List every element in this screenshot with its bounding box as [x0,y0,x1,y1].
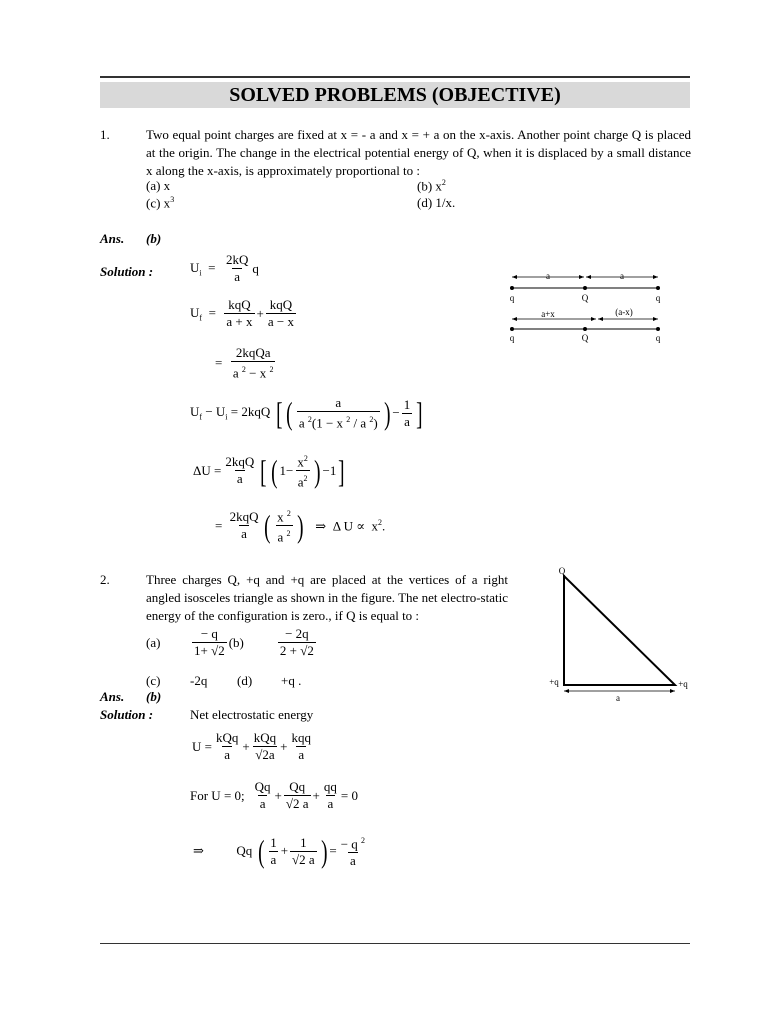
q1-option-a: (a) x [146,178,171,193]
q2-solution-label: Solution : [100,707,154,722]
eq-ui: $U_i$ = $\frac{2kQ}{a}$ q [190,252,259,284]
q1-ans-label: Ans. [100,231,125,246]
q2-option-d-value: +q . [281,673,302,688]
q2-option-c-value: -2q [190,673,208,688]
eq-delta-u-3: = $\frac{\text{2kqQ}}{a}$ ( $\frac{x ^2}{a ^2}$ ) ⇒ Δ $U \propto x^2$. [215,507,386,545]
eq-q-solution: ⇒ Qq ( $\frac{1}{a}$ + $\frac{1}{√2 a}$ ) = $\frac{- q ^2}{a}$ [193,833,366,870]
q1-number: 1. [100,127,110,142]
q2-triangle-diagram [540,564,695,706]
q1-option-d: (d) 1/x. [417,195,456,210]
diagram-charge-Q: Q [581,293,589,303]
diagram-label-a-plus-x: a+x [541,309,555,319]
eq-delta-u-2: ΔU = $\frac{\text{2kqQ}}{a}$ [ ( 1− $\frac{x^2}{a^2}$ ) −1 ] [193,452,345,490]
eq-uf-simplified: = $\frac{\text{2kqQa}}{a ^2 - x ^2}$ [215,345,274,381]
diagram-charge-q-right: q [655,293,661,303]
diagram-charge-q-left: q [509,293,515,303]
diagram-label-a1: a [546,271,550,281]
q2-option-c: (c) [146,673,161,688]
q1-option-b: (b) $x^2$ [417,178,446,194]
q1-option-c: (c) $x^3$ [146,195,175,211]
q2-option-d: (d) [237,673,253,688]
q1-text: Two equal point charges are fixed at x = - a and x = + a on the x-axis. Another point charge Q is placed at the origin. The change in the electrical potential energy of Q, when it is displaced by a small distance x along the x-axis, is approximately proportional to : [146,127,691,178]
triangle-charge-q-left: +q [549,677,559,687]
q1-ans-value: (b) [146,231,162,246]
q2-number: 2. [100,572,110,587]
diagram-charge-Q-2: Q [581,333,589,343]
eq-uf: $U_f$ = $\frac{\text{kqQ}}{a + x}$ + $\frac{\text{kqQ}}{a - x}$ [190,297,294,329]
diagram-charge-q-left-2: q [509,333,515,343]
diagram-label-a-minus-x: (a-x) [615,307,633,317]
eq-u-total: U = $\frac{\text{kQq}}{a}$ + $\frac{\text{kQq}}{√2a}$ + $\frac{\text{kqq}}{a}$ [192,730,311,762]
triangle-charge-Q: Q [558,566,566,576]
q2-ans-label: Ans. [100,689,125,704]
q1-charge-diagram [500,268,675,348]
diagram-label-a2: a [620,271,624,281]
triangle-charge-q-right: +q [678,679,688,689]
bottom-rule [100,943,690,944]
q2-ans-value: (b) [146,689,162,704]
triangle-side-label: a [616,693,620,703]
q1-solution-label: Solution : [100,264,154,279]
eq-u-zero: For U = 0; $\frac{Qq}{a}$ + $\frac{Qq}{√2 a}$ + $\frac{qq}{a}$ = 0 [190,779,358,811]
diagram-charge-q-right-2: q [655,333,661,343]
q2-options-ab: (a) $\frac{- q}{1+ √2}$ (b) $\frac{- 2q}{2 + √2}$ [146,626,314,658]
top-rule [100,76,690,78]
page-title: SOLVED PROBLEMS (OBJECTIVE) [100,82,690,108]
q2-net-energy: Net electrostatic energy [190,707,314,722]
q2-text: Three charges Q, +q and +q are placed at the vertices of a right angled isosceles triangle as shown in the figure. The net electro-static energy of the configuration is zero., if Q is equal to : [146,572,508,623]
eq-delta-u-1: $U_f - U_i = 2kqQ$ [ ( $\frac{a}{a ^2(1 - x ^2 / a ^2)}$ ) − $\frac{1}{a}$ ] [190,395,423,432]
